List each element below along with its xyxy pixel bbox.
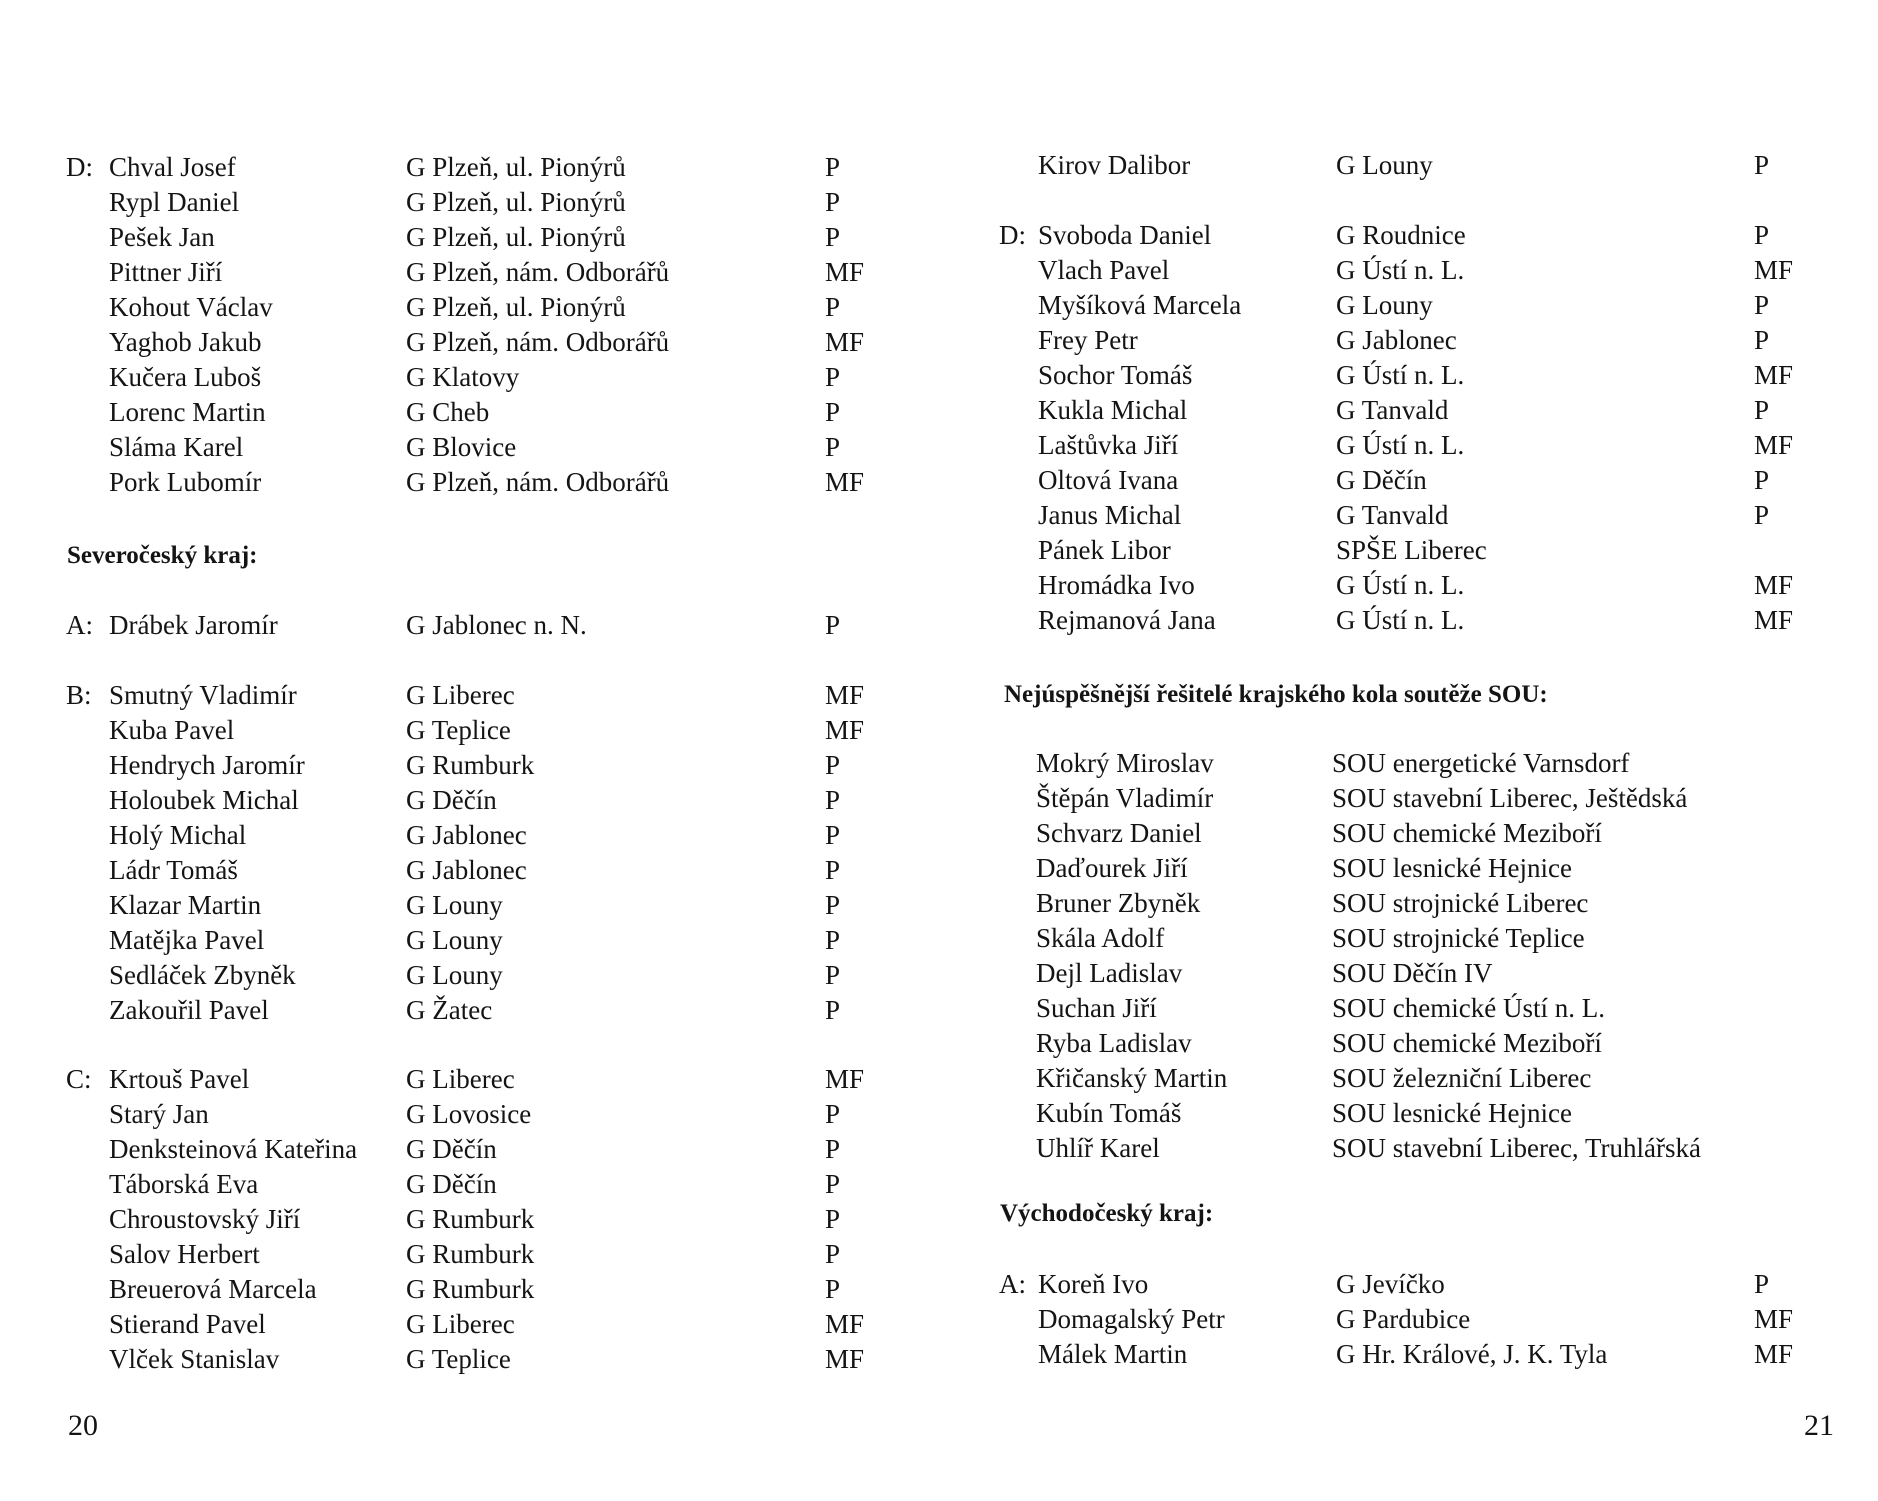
list-item	[939, 462, 1878, 498]
subject-code: MF	[825, 680, 865, 710]
subject-code: P	[825, 292, 841, 322]
school-name: G Blovice	[406, 432, 517, 462]
person-name: Hendrych Jaromír	[109, 750, 305, 780]
person-name: Málek Martin	[1038, 1339, 1188, 1369]
person-name: Denksteinová Kateřina	[109, 1134, 358, 1164]
list-item	[939, 780, 1878, 816]
list-item	[939, 497, 1878, 533]
person-name: Vlček Stanislav	[109, 1344, 280, 1374]
list-item	[939, 427, 1878, 463]
school-name: G Liberec	[406, 1309, 515, 1339]
subject-code: P	[825, 995, 841, 1025]
school-name: G Hr. Králové, J. K. Tyla	[1336, 1339, 1608, 1369]
person-name: Domagalský Petr	[1038, 1304, 1225, 1334]
list-item	[0, 289, 939, 325]
person-name: Kirov Dalibor	[1038, 150, 1191, 180]
subject-code: MF	[825, 1344, 865, 1374]
region-heading-vychodocesky: Východočeský kraj:	[1000, 1200, 1214, 1227]
school-name: G Louny	[406, 925, 503, 955]
subject-code: P	[1754, 220, 1770, 250]
school-name: G Plzeň, ul. Pionýrů	[406, 152, 626, 182]
school-name: SOU chemické Ústí n. L.	[1332, 993, 1605, 1023]
subject-code: P	[825, 222, 841, 252]
school-name: SOU stavební Liberec, Truhlářská	[1332, 1133, 1701, 1163]
person-name: Rejmanová Jana	[1038, 605, 1216, 635]
list-item	[0, 359, 939, 395]
person-name: Schvarz Daniel	[1036, 818, 1202, 848]
person-name: Zakouřil Pavel	[109, 995, 269, 1025]
subject-code: P	[825, 610, 841, 640]
group-letter: A:	[66, 610, 93, 640]
subject-code: P	[825, 785, 841, 815]
region-heading-severocesky: Severočeský kraj:	[67, 542, 258, 569]
person-name: Křičanský Martin	[1036, 1063, 1228, 1093]
school-name: G Rumburk	[406, 1239, 535, 1269]
person-name: Koreň Ivo	[1038, 1269, 1149, 1299]
list-item	[939, 287, 1878, 323]
school-name: SOU stavební Liberec, Ještědská	[1332, 783, 1688, 813]
school-name: G Liberec	[406, 1064, 515, 1094]
person-name: Dejl Ladislav	[1036, 958, 1183, 988]
school-name: G Jablonec	[406, 820, 527, 850]
person-name: Svoboda Daniel	[1038, 220, 1212, 250]
subject-code: P	[825, 820, 841, 850]
person-name: Táborská Eva	[109, 1169, 259, 1199]
list-item	[939, 1301, 1878, 1337]
subject-code: P	[825, 1204, 841, 1234]
person-name: Kučera Luboš	[109, 362, 262, 392]
person-name: Frey Petr	[1038, 325, 1138, 355]
school-name: G Louny	[1336, 150, 1433, 180]
school-name: G Tanvald	[1336, 395, 1449, 425]
school-name: SOU energetické Varnsdorf	[1332, 748, 1630, 778]
school-name: G Pardubice	[1336, 1304, 1471, 1334]
subject-code: P	[825, 1169, 841, 1199]
subject-code: MF	[825, 1309, 865, 1339]
list-item	[939, 885, 1878, 921]
subject-code: P	[825, 362, 841, 392]
list-item	[0, 1166, 939, 1202]
person-name: Matějka Pavel	[109, 925, 265, 955]
subject-code: MF	[1754, 1339, 1794, 1369]
list-item	[0, 324, 939, 360]
person-name: Lorenc Martin	[109, 397, 266, 427]
person-name: Ryba Ladislav	[1036, 1028, 1192, 1058]
person-name: Pittner Jiří	[109, 257, 223, 287]
person-name: Pešek Jan	[109, 222, 215, 252]
list-item	[939, 745, 1878, 781]
subject-code: P	[1754, 325, 1770, 355]
list-item	[939, 392, 1878, 428]
list-item	[0, 149, 939, 185]
school-name: G Louny	[406, 890, 503, 920]
person-name: Sláma Karel	[109, 432, 244, 462]
list-item	[0, 464, 939, 500]
school-name: G Tanvald	[1336, 500, 1449, 530]
group-letter: B:	[66, 680, 92, 710]
list-item	[939, 252, 1878, 288]
school-name: G Lovosice	[406, 1099, 532, 1129]
school-name: SOU Děčín IV	[1332, 958, 1493, 988]
school-name: G Rumburk	[406, 1274, 535, 1304]
subject-code: P	[1754, 465, 1770, 495]
school-name: G Ústí n. L.	[1336, 255, 1465, 285]
list-item	[0, 1201, 939, 1237]
list-item	[939, 567, 1878, 603]
subject-code: P	[825, 432, 841, 462]
person-name: Chval Josef	[109, 152, 236, 182]
subject-code: P	[1754, 500, 1770, 530]
list-item	[0, 957, 939, 993]
group-letter: C:	[66, 1064, 92, 1094]
subject-code: MF	[825, 1064, 865, 1094]
subject-code: MF	[1754, 570, 1794, 600]
school-name: G Děčín	[406, 1134, 497, 1164]
school-name: G Louny	[1336, 290, 1433, 320]
list-item	[0, 219, 939, 255]
school-name: G Ústí n. L.	[1336, 570, 1465, 600]
subject-code: MF	[825, 715, 865, 745]
person-name: Mokrý Miroslav	[1036, 748, 1214, 778]
person-name: Holoubek Michal	[109, 785, 299, 815]
school-name: G Děčín	[1336, 465, 1427, 495]
list-item	[939, 532, 1878, 568]
person-name: Kukla Michal	[1038, 395, 1188, 425]
list-item	[0, 429, 939, 465]
person-name: Oltová Ivana	[1038, 465, 1179, 495]
subject-code: P	[1754, 150, 1770, 180]
subject-code: P	[825, 855, 841, 885]
school-name: G Rumburk	[406, 750, 535, 780]
school-name: G Louny	[406, 960, 503, 990]
person-name: Chroustovský Jiří	[109, 1204, 301, 1234]
school-name: G Teplice	[406, 715, 511, 745]
school-name: G Klatovy	[406, 362, 520, 392]
school-name: SOU chemické Meziboří	[1332, 818, 1602, 848]
person-name: Bruner Zbyněk	[1036, 888, 1201, 918]
list-item	[939, 1095, 1878, 1131]
subject-code: P	[825, 1099, 841, 1129]
subject-code: MF	[825, 257, 865, 287]
list-item	[939, 920, 1878, 956]
subject-code: MF	[1754, 430, 1794, 460]
list-item	[0, 254, 939, 290]
subject-code: MF	[1754, 255, 1794, 285]
school-name: SOU strojnické Liberec	[1332, 888, 1589, 918]
subject-code: MF	[1754, 605, 1794, 635]
school-name: SOU lesnické Hejnice	[1332, 853, 1572, 883]
right-page	[939, 0, 1878, 1501]
list-item	[0, 922, 939, 958]
list-item	[0, 852, 939, 888]
school-name: G Děčín	[406, 1169, 497, 1199]
school-name: G Plzeň, nám. Odborářů	[406, 257, 670, 287]
school-name: G Cheb	[406, 397, 490, 427]
person-name: Štěpán Vladimír	[1036, 783, 1214, 813]
list-item	[939, 955, 1878, 991]
subject-code: MF	[825, 467, 865, 497]
school-name: SOU strojnické Teplice	[1332, 923, 1585, 953]
person-name: Suchan Jiří	[1036, 993, 1157, 1023]
person-name: Daďourek Jiří	[1036, 853, 1188, 883]
list-item	[0, 1131, 939, 1167]
school-name: G Děčín	[406, 785, 497, 815]
list-item	[0, 747, 939, 783]
subject-code: P	[825, 187, 841, 217]
school-name: G Plzeň, ul. Pionýrů	[406, 187, 626, 217]
list-item	[0, 1341, 939, 1377]
page-number-right: 21	[1804, 1409, 1834, 1442]
list-item	[0, 607, 939, 643]
person-name: Yaghob Jakub	[109, 327, 262, 357]
school-name: G Teplice	[406, 1344, 511, 1374]
school-name: G Jablonec	[1336, 325, 1457, 355]
school-name: SOU lesnické Hejnice	[1332, 1098, 1572, 1128]
list-item	[939, 850, 1878, 886]
list-item	[939, 1336, 1878, 1372]
list-item	[939, 217, 1878, 253]
person-name: Kuba Pavel	[109, 715, 235, 745]
school-name: G Jevíčko	[1336, 1269, 1445, 1299]
subject-code: P	[825, 750, 841, 780]
person-name: Drábek Jaromír	[109, 610, 278, 640]
person-name: Breuerová Marcela	[109, 1274, 317, 1304]
person-name: Holý Michal	[109, 820, 247, 850]
person-name: Sochor Tomáš	[1038, 360, 1193, 390]
person-name: Krtouš Pavel	[109, 1064, 250, 1094]
list-item	[0, 817, 939, 853]
school-name: G Ústí n. L.	[1336, 430, 1465, 460]
person-name: Pánek Libor	[1038, 535, 1171, 565]
list-item	[0, 887, 939, 923]
list-item	[939, 1266, 1878, 1302]
list-item	[939, 357, 1878, 393]
school-name: G Ústí n. L.	[1336, 605, 1465, 635]
page-number-left: 20	[68, 1409, 98, 1442]
person-name: Klazar Martin	[109, 890, 262, 920]
person-name: Salov Herbert	[109, 1239, 260, 1269]
school-name: G Žatec	[406, 995, 493, 1025]
subject-code: P	[825, 152, 841, 182]
group-letter: A:	[999, 1269, 1026, 1299]
list-item	[0, 1271, 939, 1307]
subject-code: P	[825, 960, 841, 990]
subject-code: MF	[1754, 360, 1794, 390]
list-item	[939, 147, 1878, 183]
list-item	[0, 184, 939, 220]
group-letter: D:	[66, 152, 93, 182]
subject-code: P	[825, 1134, 841, 1164]
list-item	[0, 712, 939, 748]
subject-code: P	[825, 890, 841, 920]
list-item	[0, 992, 939, 1028]
subject-code: P	[1754, 395, 1770, 425]
subject-code: P	[825, 1274, 841, 1304]
school-name: G Plzeň, nám. Odborářů	[406, 327, 670, 357]
list-item	[939, 322, 1878, 358]
list-item	[939, 815, 1878, 851]
group-letter: D:	[999, 220, 1026, 250]
school-name: G Roudnice	[1336, 220, 1466, 250]
list-item	[0, 1096, 939, 1132]
person-name: Rypl Daniel	[109, 187, 240, 217]
list-item	[939, 1025, 1878, 1061]
list-item	[0, 1061, 939, 1097]
school-name: G Plzeň, ul. Pionýrů	[406, 222, 626, 252]
school-name: G Plzeň, ul. Pionýrů	[406, 292, 626, 322]
subject-code: P	[825, 1239, 841, 1269]
list-item	[0, 394, 939, 430]
subject-code: MF	[1754, 1304, 1794, 1334]
person-name: Ládr Tomáš	[109, 855, 238, 885]
subject-code: P	[1754, 290, 1770, 320]
person-name: Starý Jan	[109, 1099, 209, 1129]
list-item	[939, 602, 1878, 638]
person-name: Myšíková Marcela	[1038, 290, 1242, 320]
school-name: SPŠE Liberec	[1336, 535, 1487, 565]
school-name: G Ústí n. L.	[1336, 360, 1465, 390]
person-name: Kohout Václav	[109, 292, 273, 322]
person-name: Vlach Pavel	[1038, 255, 1170, 285]
list-item	[0, 677, 939, 713]
person-name: Kubín Tomáš	[1036, 1098, 1182, 1128]
list-item	[0, 1306, 939, 1342]
list-item	[0, 782, 939, 818]
school-name: G Rumburk	[406, 1204, 535, 1234]
list-item	[939, 990, 1878, 1026]
person-name: Janus Michal	[1038, 500, 1182, 530]
sou-heading: Nejúspěšnější řešitelé krajského kola soutěže SOU:	[1004, 681, 1548, 708]
school-name: G Jablonec n. N.	[406, 610, 587, 640]
school-name: SOU chemické Meziboří	[1332, 1028, 1602, 1058]
school-name: G Liberec	[406, 680, 515, 710]
school-name: G Plzeň, nám. Odborářů	[406, 467, 670, 497]
school-name: G Jablonec	[406, 855, 527, 885]
person-name: Stierand Pavel	[109, 1309, 266, 1339]
subject-code: P	[825, 397, 841, 427]
subject-code: P	[1754, 1269, 1770, 1299]
person-name: Skála Adolf	[1036, 923, 1165, 953]
person-name: Smutný Vladimír	[109, 680, 297, 710]
person-name: Hromádka Ivo	[1038, 570, 1195, 600]
school-name: SOU železniční Liberec	[1332, 1063, 1592, 1093]
subject-code: MF	[825, 327, 865, 357]
list-item	[939, 1130, 1878, 1166]
person-name: Laštůvka Jiří	[1038, 430, 1179, 460]
person-name: Uhlíř Karel	[1036, 1133, 1160, 1163]
list-item	[0, 1236, 939, 1272]
list-item	[939, 1060, 1878, 1096]
subject-code: P	[825, 925, 841, 955]
person-name: Sedláček Zbyněk	[109, 960, 296, 990]
person-name: Pork Lubomír	[109, 467, 262, 497]
